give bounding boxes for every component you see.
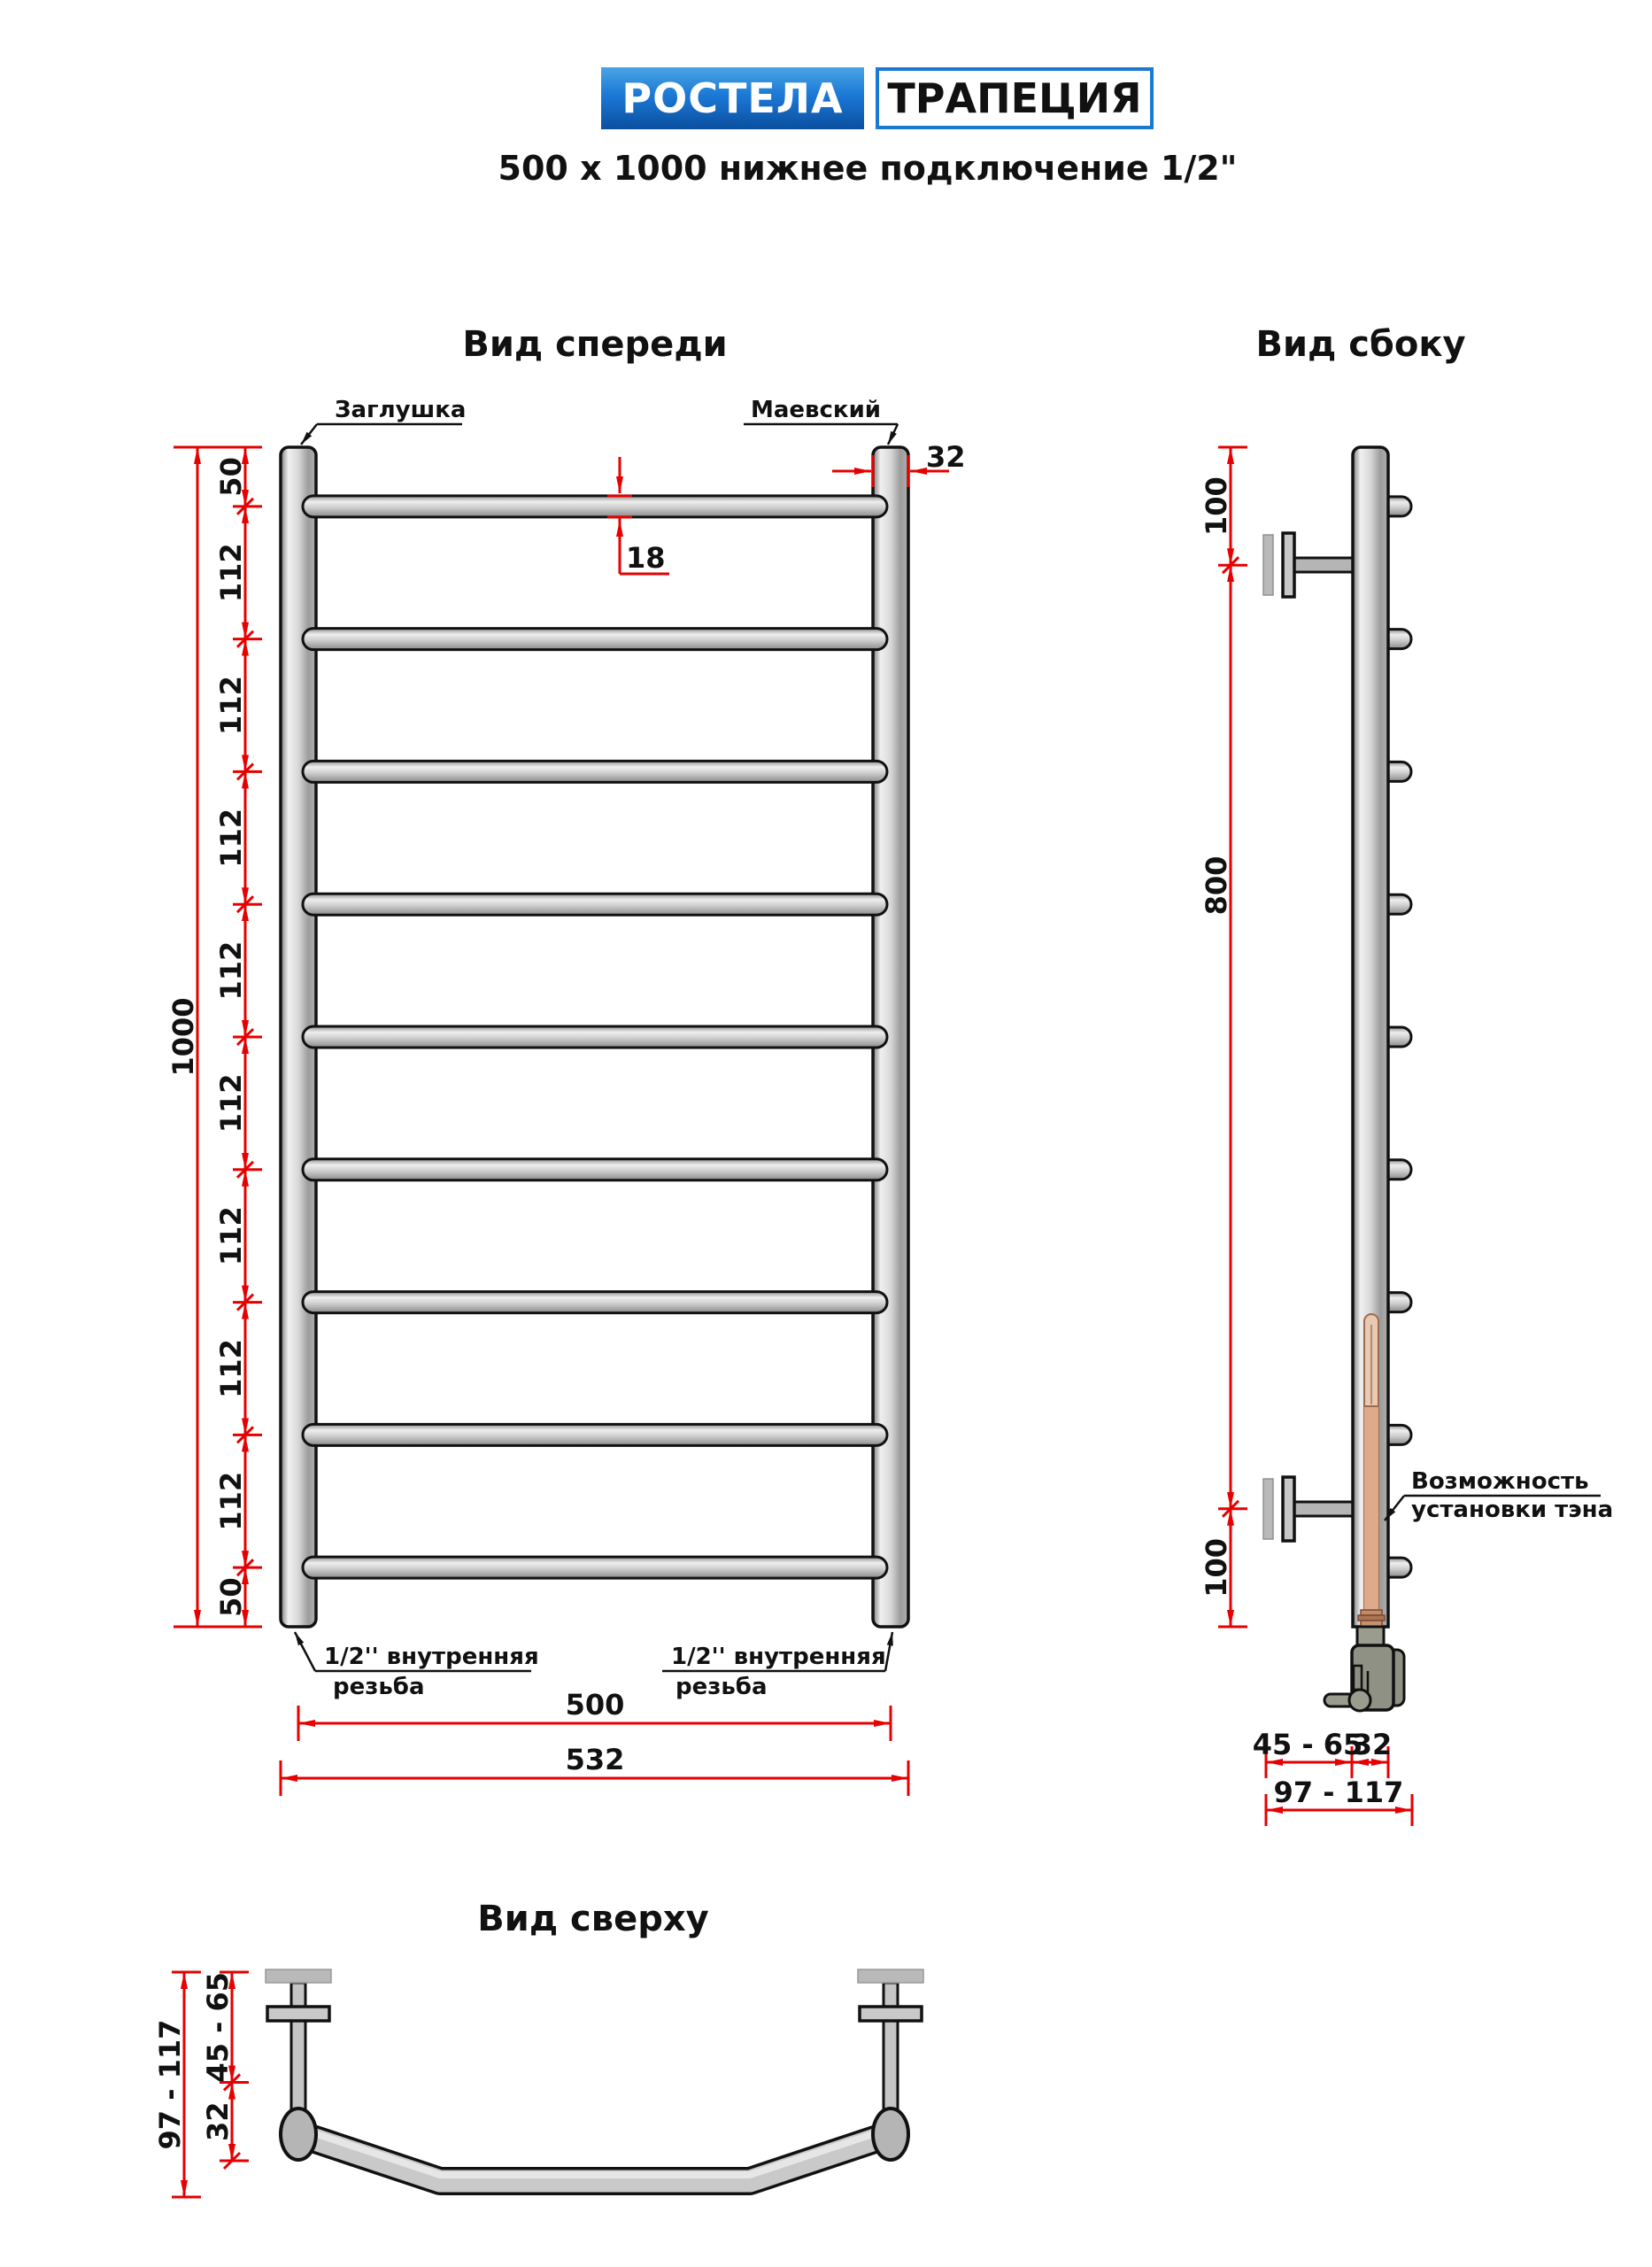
dim-value: 97 - 117 <box>153 2019 187 2150</box>
rung <box>303 894 887 915</box>
tube-depth-value: 32 <box>1352 1728 1393 1761</box>
front-width-overall-dim <box>281 1743 908 1796</box>
bracket-plate <box>1283 533 1294 597</box>
housing-neck <box>1357 1627 1384 1645</box>
dim-value: 112 <box>214 1339 248 1398</box>
thread-right-callout <box>662 1632 892 1700</box>
valve-callout <box>744 397 898 445</box>
dim-value: 45 - 65 <box>201 1971 235 2083</box>
bracket-arm <box>1294 558 1355 572</box>
rung <box>303 1292 887 1313</box>
dim-value: 100 <box>1200 476 1233 536</box>
series-badge: ТРАПЕЦИЯ <box>876 67 1154 129</box>
heater-note-callout <box>1385 1468 1613 1523</box>
rung <box>303 496 887 517</box>
thread-right-line2: резьба <box>675 1674 768 1700</box>
rung-diameter-value: 18 <box>626 541 666 575</box>
front-rungs <box>303 496 887 1578</box>
bracket-plate <box>860 2007 922 2021</box>
brand-logo: РОСТЕЛА <box>601 67 864 129</box>
bracket-plate <box>1283 1477 1294 1541</box>
rung <box>303 1026 887 1048</box>
heater-note-line1: Возможность <box>1411 1468 1589 1495</box>
top-view <box>153 1899 923 2197</box>
dim-value: 112 <box>214 1206 248 1266</box>
thread-left-callout <box>295 1632 539 1700</box>
top-wall-brackets <box>266 1969 923 2160</box>
side-view-title: Вид сбоку <box>1255 324 1466 365</box>
dim-value: 800 <box>1200 855 1233 916</box>
rung <box>303 1424 887 1445</box>
bracket-wall-plate <box>858 1969 923 1983</box>
plug-label: Заглушка <box>335 397 467 423</box>
dim-value: 112 <box>214 808 248 868</box>
dim-value: 112 <box>214 940 248 1001</box>
tube-width-value: 32 <box>926 440 966 474</box>
width-centers-value: 500 <box>565 1688 625 1722</box>
bracket-arm <box>1294 1502 1355 1516</box>
plug-callout <box>301 397 466 445</box>
dim-value: 32 <box>201 2101 235 2142</box>
rung <box>303 761 887 782</box>
side-wall-brackets <box>1263 533 1355 1541</box>
element-collar <box>1361 1610 1382 1615</box>
dim-value: 112 <box>214 676 248 735</box>
rung <box>303 629 887 650</box>
front-total-height-dim <box>166 447 214 1627</box>
dim-value: 112 <box>214 543 248 603</box>
dim-value: 112 <box>214 1073 248 1134</box>
dim-value: 100 <box>1200 1538 1233 1598</box>
top-overall-depth-dim <box>153 1972 201 2197</box>
housing-elbow <box>1349 1690 1370 1711</box>
side-depth-dims <box>1253 1728 1412 1826</box>
dim-value: 1000 <box>166 997 200 1077</box>
top-rung-tube <box>310 2132 880 2181</box>
rung <box>303 1557 887 1578</box>
dim-value: 112 <box>214 1471 248 1531</box>
dim-value: 50 <box>214 457 248 497</box>
thread-left-line2: резьба <box>333 1674 425 1700</box>
bracket-wall-plate <box>1263 1479 1273 1539</box>
top-view-title: Вид сверху <box>477 1899 709 1939</box>
thread-left-line1: 1/2'' внутренняя <box>324 1644 539 1670</box>
front-view-title: Вид спереди <box>462 324 728 365</box>
tube-section <box>281 2108 316 2160</box>
bracket-wall-plate <box>1263 535 1273 595</box>
top-depth-chain <box>201 1972 249 2169</box>
element-housing <box>1324 1627 1404 1711</box>
bracket-plate <box>267 2007 329 2021</box>
bracket-stem <box>884 2019 898 2111</box>
side-dimension-chain <box>1200 447 1247 1627</box>
width-overall-value: 532 <box>565 1743 625 1776</box>
bracket-wall-plate <box>266 1969 331 1983</box>
heater-note-line2: установки тэна <box>1411 1497 1614 1523</box>
bracket-stem <box>291 2019 305 2111</box>
side-view <box>1200 324 1613 1826</box>
bracket-depth-value: 45 - 65 <box>1252 1728 1363 1761</box>
thread-right-line1: 1/2'' внутренняя <box>671 1644 886 1670</box>
dim-value: 50 <box>214 1577 248 1617</box>
overall-depth-value: 97 - 117 <box>1273 1776 1404 1809</box>
product-subtitle: 500 x 1000 нижнее подключение 1/2" <box>498 149 1238 188</box>
front-view <box>166 324 966 1796</box>
rung <box>303 1159 887 1180</box>
valve-label: Маевский <box>751 397 881 423</box>
tube-section <box>873 2108 908 2160</box>
